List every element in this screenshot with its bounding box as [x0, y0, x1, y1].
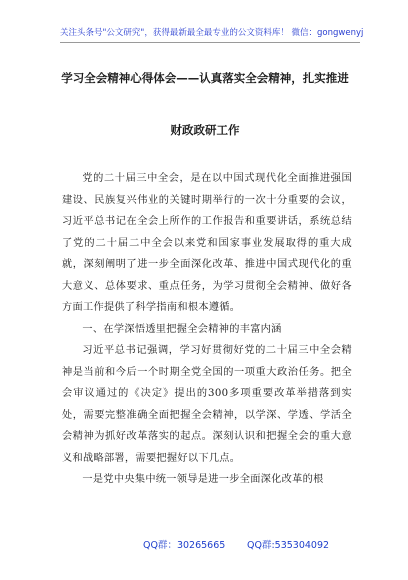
header-divider	[60, 42, 360, 43]
footer-qq-group-1: QQ群：30265665	[143, 540, 226, 551]
footer-qq-group-2: QQ群:535304092	[247, 540, 330, 551]
document-title-line-1: 学习全会精神心得体会——认真落实全会精神，扎实推进	[61, 71, 349, 85]
section-heading: 一、在学深悟透里把握全会精神的丰富内涵	[82, 323, 282, 335]
body-paragraph: 党的二十届三中全会，是在以中国式现代化全面推进强国建设、民族复兴伟业的关键时期举行的一次十分重要的会议，习近平总书记在全会上所作的工作报告和重要讲话，系统总结了党的二十届二中全会以来党和国家事业发展取得的重大成就，深刻阐明了进一步全面深化改革、推进中国式现代化的重大意义、总体要求、重点任务，为学习贯彻全会精神、做好各方面工作提供了科学指南和根本遵循。	[62, 173, 352, 313]
document-title-line-2: 财政政研工作	[170, 123, 240, 137]
body-paragraph: 一是党中央集中统一领导是进一步全面深化改革的根	[82, 474, 324, 485]
document-body	[62, 168, 352, 491]
header-promo-note: 关注头条号"公文研究"，获得最新最全最专业的公文资料库！ 微信：gongwenyj	[60, 28, 364, 38]
body-paragraph: 习近平总书记强调，学习好贯彻好党的二十届三中全会精神是当前和今后一个时期全党全国的一项重大政治任务。把全会审议通过的《决定》提出的300多项重要改革举措落到实处，需要完整准确全面把握全会精神，以学深、学透、学活全会精神为抓好改革落实的起点。深刻认识和把握全会的重大意义和战略部署，需要把握好以下几点。	[62, 345, 352, 464]
